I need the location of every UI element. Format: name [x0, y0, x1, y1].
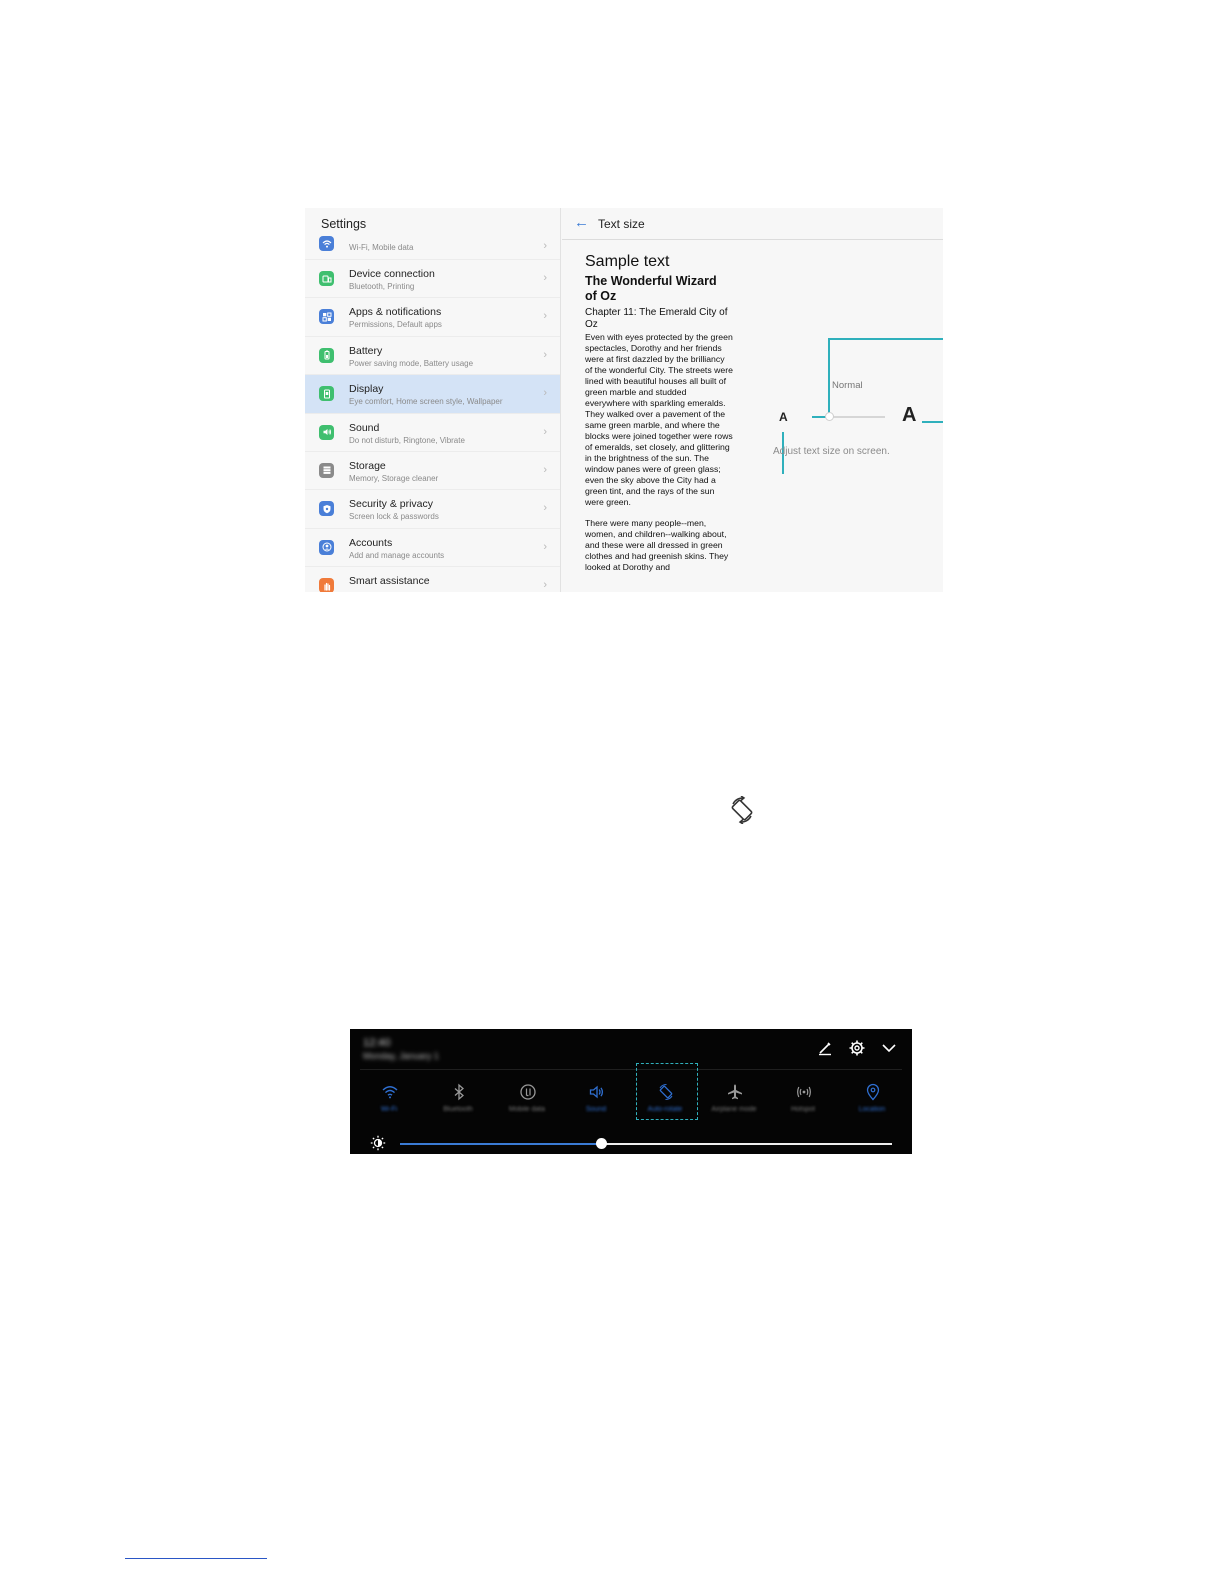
- small-text-a: A: [779, 410, 788, 424]
- settings-item-label: Apps & notifications: [349, 306, 442, 319]
- edit-icon[interactable]: [816, 1039, 834, 1057]
- location-icon: [864, 1083, 882, 1101]
- account-icon: [319, 540, 334, 555]
- settings-item-label: Device connection: [349, 268, 435, 280]
- settings-item-security[interactable]: [305, 490, 561, 528]
- callout-line: [922, 421, 943, 423]
- gear-icon[interactable]: [848, 1039, 866, 1057]
- large-text-a: A: [902, 404, 917, 426]
- settings-item-label: Storage: [349, 459, 386, 472]
- device-connection-icon: [319, 271, 334, 286]
- sample-book-title: The Wonderful Wizard of Oz: [585, 274, 717, 303]
- airplane-icon: [726, 1083, 744, 1101]
- quick-settings-tiles: [355, 1079, 907, 1131]
- tile-airplane-mode[interactable]: [703, 1079, 765, 1131]
- text-size-level-label: Normal: [832, 380, 863, 391]
- tile-label: Bluetooth: [443, 1106, 473, 1113]
- settings-list: [305, 240, 561, 592]
- sample-title: Sample text: [585, 253, 670, 270]
- brightness-slider-fill: [400, 1143, 602, 1145]
- tile-sound[interactable]: [565, 1079, 627, 1131]
- settings-title: Settings: [321, 217, 367, 231]
- panel-tools: [816, 1039, 898, 1057]
- sample-chapter: Chapter 11: The Emerald City of Oz: [585, 307, 728, 330]
- hotspot-icon: [795, 1083, 813, 1101]
- settings-item-label: Smart assistance: [349, 575, 430, 588]
- settings-item-sub: Wi-Fi, Mobile data: [349, 243, 414, 252]
- brightness-slider-knob[interactable]: [596, 1138, 607, 1149]
- callout-line: [828, 338, 830, 418]
- tile-wifi[interactable]: [358, 1079, 420, 1131]
- tile-location[interactable]: [841, 1079, 903, 1131]
- tile-hotspot[interactable]: [772, 1079, 834, 1131]
- settings-item-sub: Power saving mode, Battery usage: [349, 358, 474, 368]
- wifi-icon: [381, 1083, 399, 1101]
- chevron-right-icon: ›: [543, 348, 547, 361]
- settings-item-storage[interactable]: [305, 452, 561, 490]
- settings-item-sub: Add and manage accounts: [349, 550, 445, 560]
- tile-label: Auto-rotate: [647, 1106, 683, 1113]
- sound-icon: [588, 1083, 606, 1101]
- back-arrow-icon[interactable]: ←: [574, 214, 589, 231]
- mobile-data-icon: [519, 1083, 537, 1101]
- callout-line: [828, 338, 943, 340]
- settings-item-label: Battery: [349, 344, 383, 357]
- tile-label: Location: [858, 1106, 886, 1113]
- chevron-right-icon: ›: [543, 425, 547, 438]
- chevron-right-icon: ›: [543, 310, 547, 323]
- bluetooth-icon: [450, 1083, 468, 1101]
- settings-item-sub: Bluetooth, Printing: [349, 282, 415, 291]
- chevron-right-icon: ›: [543, 579, 547, 592]
- chevron-down-icon[interactable]: [880, 1039, 898, 1057]
- auto-rotate-icon: [727, 796, 757, 824]
- auto-rotate-highlight: [636, 1063, 698, 1120]
- brightness-icon: [370, 1135, 386, 1151]
- tile-label: Mobile data: [508, 1106, 546, 1113]
- settings-item-sound[interactable]: [305, 414, 561, 452]
- text-size-pane: [562, 208, 943, 592]
- settings-item-sub: Permissions, Default apps: [349, 320, 442, 330]
- footnote-rule: [125, 1558, 267, 1559]
- apps-icon: [319, 309, 334, 324]
- display-icon: [319, 386, 334, 401]
- storage-icon: [319, 463, 334, 478]
- settings-item-label: Accounts: [349, 536, 393, 549]
- settings-item-smart-assistance[interactable]: [305, 567, 561, 592]
- settings-screenshot: [305, 208, 943, 592]
- sample-paragraph: There were many people--men, women, and children--walking about, and these were all dressed in green clothes and had greenish skins. They looked at Dorothy and: [585, 518, 729, 572]
- settings-item-wireless[interactable]: [305, 240, 561, 260]
- settings-left-pane: [305, 208, 561, 592]
- tile-label: Sound: [585, 1106, 607, 1113]
- settings-item-sub: Screen lock & passwords: [349, 512, 439, 522]
- tile-mobile-data[interactable]: [496, 1079, 558, 1131]
- text-size-hint: Adjust text size on screen.: [773, 446, 890, 457]
- settings-item-sub: Memory, Storage cleaner: [349, 473, 439, 483]
- settings-item-apps[interactable]: [305, 298, 561, 336]
- text-size-title: Text size: [598, 217, 645, 231]
- chevron-right-icon: ›: [543, 540, 547, 553]
- chevron-right-icon: ›: [543, 387, 547, 400]
- sample-text-block: [585, 252, 735, 573]
- brightness-slider[interactable]: [400, 1143, 892, 1145]
- settings-item-label: Security & privacy: [349, 498, 434, 511]
- tile-label: Airplane mode: [711, 1106, 757, 1113]
- notification-panel-screenshot: [350, 1029, 912, 1154]
- settings-item-device-connection[interactable]: [305, 260, 561, 298]
- tile-label: Hotspot: [790, 1106, 816, 1113]
- chevron-right-icon: ›: [543, 502, 547, 515]
- tile-label: Wi-Fi: [380, 1106, 398, 1113]
- settings-item-sub: Eye comfort, Home screen style, Wallpaper: [349, 397, 503, 407]
- settings-item-accounts[interactable]: [305, 529, 561, 567]
- wifi-icon: [319, 236, 334, 251]
- settings-item-label: Sound: [349, 421, 380, 434]
- panel-divider: [360, 1069, 902, 1070]
- shield-icon: [319, 501, 334, 516]
- text-size-header: [562, 208, 943, 240]
- tile-bluetooth[interactable]: [427, 1079, 489, 1131]
- panel-time: 12:40: [363, 1037, 391, 1049]
- chevron-right-icon: ›: [543, 272, 547, 284]
- settings-item-battery[interactable]: [305, 337, 561, 375]
- chevron-right-icon: ›: [543, 463, 547, 476]
- sample-paragraph: Even with eyes protected by the green spectacles, Dorothy and her friends were at first dazzled by the brilliancy of the wonderful City. The streets were lined with beautiful houses all built of green marble and studded everywhere with sparkling emeralds. They walked over a pavement of the same green marble, and where the blocks were joined together were rows of emeralds, set closely, and glittering in the brightness of the sun. The window panes were of green glass; even the sky above the City had a green tint, and the rays of the sun were green.: [585, 332, 733, 507]
- settings-item-display[interactable]: [305, 375, 561, 413]
- settings-item-label: Display: [349, 383, 384, 396]
- battery-icon: [319, 348, 334, 363]
- panel-date: Monday, January 1: [363, 1051, 439, 1061]
- hand-icon: [319, 578, 334, 592]
- chevron-right-icon: ›: [543, 240, 547, 252]
- sound-icon: [319, 425, 334, 440]
- settings-item-sub: Do not disturb, Ringtone, Vibrate: [349, 435, 465, 445]
